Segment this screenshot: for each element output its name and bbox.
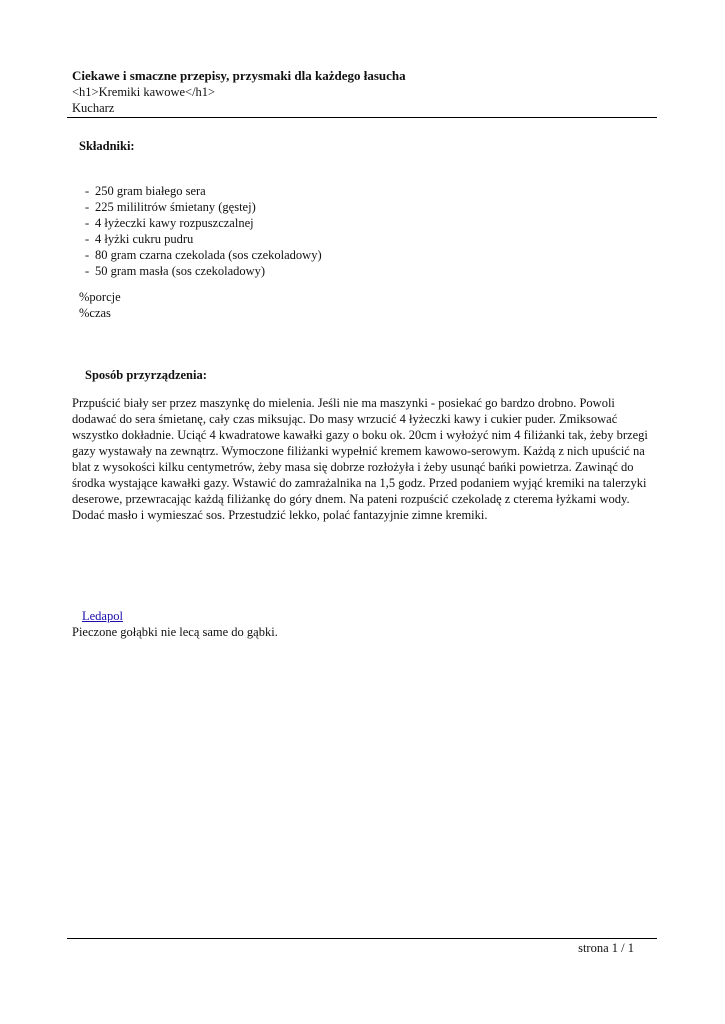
ingredient-item <box>85 247 322 263</box>
ingredient-item <box>85 263 322 279</box>
list-dash: - <box>85 264 90 278</box>
footer-tagline: Pieczone gołąbki nie lecą same do gąbki. <box>72 625 278 639</box>
list-dash: - <box>85 200 90 214</box>
method-text: Przpuścić biały ser przez maszynkę do mielenia. Jeśli nie ma maszynki - posiekać go bardzo drobno. Powoli dodawać do sera śmietanę, cały czas miksując. Do masy wrzucić 4 łyżeczki kawy i cukier puder. Zmiksować wszystko dokładnie. Uciąć 4 kwadratowe kawałki gazy o boku ok. 20cm i wyłożyć nim 4 filiżanki tak, żeby brzegi gazy wystawały na zewnątrz. Wymoczone filiżanki wypełnić kremem kawowo-serowym. Każdą z nich upuścić na blat z wysokości kilku centymetrów, żeby masa się dobrze rozłożyła i żeby usunąć bańki powietrza. Zawinąć do środka wystające kawałki gazy. Wstawić do zamrażalnika na 1,5 godz. Przed podaniem wyjąć kremiki na talerzyki deserowe, przewracając każdą filiżankę do góry dnem. Na pateni rozpuścić czekoladę z cterema łyżkami wody. Dodać masło i wymieszać sos. Przestudzić lekko, polać fantazyjnie zimne kremiki. <box>72 396 648 522</box>
list-dash: - <box>85 248 90 262</box>
page-header <box>72 68 656 116</box>
ingredient-item <box>85 199 322 215</box>
site-title: Ciekawe i smaczne przepisy, przysmaki dla każdego łasucha <box>72 68 406 83</box>
list-dash: - <box>85 232 90 246</box>
recipe-meta <box>79 289 121 321</box>
ingredients-list <box>85 183 322 279</box>
ingredient-item <box>85 231 322 247</box>
ingredient-item <box>85 215 322 231</box>
method-heading: Sposób przyrządzenia: <box>85 368 207 382</box>
author-name: Kucharz <box>72 101 115 115</box>
ingredient-text: 250 gram białego sera <box>95 184 206 198</box>
recipe-title: <h1>Kremiki kawowe</h1> <box>72 85 216 99</box>
portions-placeholder: %porcje <box>79 290 121 304</box>
time-placeholder: %czas <box>79 306 111 320</box>
ingredient-text: 225 mililitrów śmietany (gęstej) <box>95 200 256 214</box>
ingredients-heading: Składniki: <box>79 139 135 153</box>
list-dash: - <box>85 216 90 230</box>
footer-divider <box>67 938 657 939</box>
ingredient-text: 4 łyżki cukru pudru <box>95 232 194 246</box>
ledapol-link[interactable]: Ledapol <box>82 609 123 623</box>
ingredient-text: 4 łyżeczki kawy rozpuszczalnej <box>95 216 254 230</box>
header-divider <box>67 117 657 118</box>
ingredient-item <box>85 183 322 199</box>
ingredient-text: 80 gram czarna czekolada (sos czekoladowy) <box>95 248 322 262</box>
page-number: strona 1 / 1 <box>578 941 634 955</box>
ingredient-text: 50 gram masła (sos czekoladowy) <box>95 264 266 278</box>
list-dash: - <box>85 184 90 198</box>
